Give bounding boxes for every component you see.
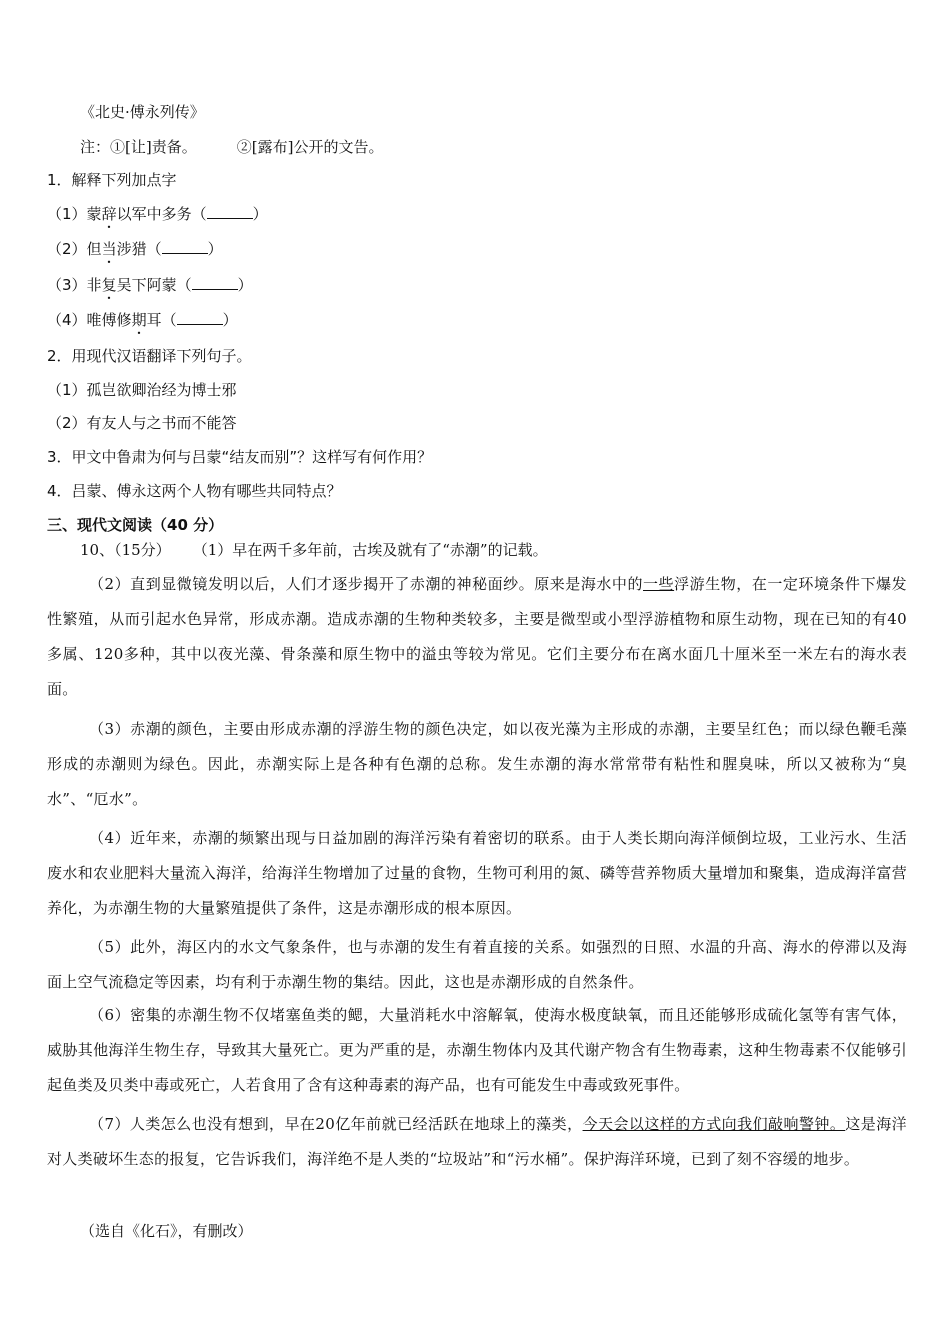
item-number: （3） — [47, 276, 87, 294]
item-text: 吴下阿蒙（ — [116, 276, 192, 294]
underlined-text: 今天会以这样的方式向我们敲响警钟。 — [582, 1115, 846, 1133]
question-1-item — [47, 310, 238, 338]
item-close: ） — [207, 240, 223, 258]
item-close: ） — [222, 311, 238, 329]
item-text: 唯傅修 — [86, 311, 132, 329]
item-text: 涉猎（ — [116, 240, 162, 258]
paragraph-text: 这是海洋对人类破坏生态的报复，它告诉我们，海洋绝不是人类的“垃圾站”和“污水桶”。保护海洋环境，已到了刻不容缓的地步。 — [47, 1115, 907, 1168]
item-close: ） — [252, 205, 268, 223]
answer-blank[interactable] — [207, 204, 253, 219]
item-text: 以军中多务（ — [116, 205, 207, 223]
question-2-title: 2．用现代汉语翻译下列句子。 — [47, 347, 252, 365]
source-citation: 《北史·傅永列传》 — [80, 103, 205, 121]
item-number: （1） — [47, 205, 87, 223]
question-1-item — [47, 204, 268, 232]
paragraph-text: （2）直到显微镜发明以后，人们才逐步揭开了赤潮的神秘面纱。原来是海水中的 — [89, 575, 644, 593]
paragraph-4: （4）近年来，赤潮的频繁出现与日益加剧的海洋污染有着密切的联系。由于人类长期向海洋倾倒垃圾，工业污水、生活废水和农业肥料大量流入海洋，给海洋生物增加了过量的食物，生物可利用的氮、磷等营养物质大量增加和聚集，造成海洋富营养化，为赤潮生物的大量繁殖提供了条件，这是赤潮形成的根本原因。 — [47, 829, 907, 917]
dotted-char: 辞 — [101, 205, 117, 223]
question-4: 4．吕蒙、傅永这两个人物有哪些共同特点？ — [47, 482, 342, 500]
notes-line — [80, 137, 383, 157]
item-text: 但 — [86, 240, 102, 258]
question-3: 3．甲文中鲁肃为何与吕蒙“结友而别”？这样写有何作用？ — [47, 448, 433, 466]
item-text: 蒙 — [86, 205, 102, 223]
paragraph-6: （6）密集的赤潮生物不仅堵塞鱼类的鳃，大量消耗水中溶解氧，使海水极度缺氧，而且还能够形成硫化氢等有害气体，威胁其他海洋生物生存，导致其大量死亡。更为严重的是，赤潮生物体内及其代谢产物含有生物毒素，这种生物毒素不仅能够引起鱼类及贝类中毒或死亡，人若食用了含有这种毒素的海产品，也有可能发生中毒或致死事件。 — [47, 1006, 907, 1094]
item-number: （2） — [47, 240, 87, 258]
note-2: ②[露布]公开的文告。 — [236, 138, 384, 156]
dotted-char: 期 — [131, 311, 147, 329]
question-10-line — [80, 540, 548, 560]
answer-blank[interactable] — [192, 275, 238, 290]
question-1-item — [47, 239, 223, 267]
paragraph-1: （1）早在两千多年前，古埃及就有了“赤潮”的记载。 — [192, 541, 548, 559]
paragraph-5: （5）此外，海区内的水文气象条件，也与赤潮的发生有着直接的关系。如强烈的日照、水温的升高、海水的停滞以及海面上空气流稳定等因素，均有利于赤潮生物的集结。因此，这也是赤潮形成的自然条件。 — [47, 938, 907, 991]
paragraph-text: （7）人类怎么也没有想到，早在20亿年前就已经活跃在地球上的藻类， — [89, 1115, 583, 1133]
item-close: ） — [237, 276, 253, 294]
underlined-text: 一些 — [643, 575, 675, 593]
question-10-label: 10、（15分） — [80, 541, 171, 559]
dotted-char: 复 — [101, 276, 117, 294]
question-2-item: （2）有友人与之书而不能答 — [47, 414, 237, 432]
answer-blank[interactable] — [177, 310, 223, 325]
item-text: 耳（ — [146, 311, 177, 329]
note-1: ①[让]责备。 — [110, 138, 197, 156]
answer-blank[interactable] — [162, 239, 208, 254]
notes-label: 注： — [80, 138, 111, 156]
paragraph-2 — [47, 567, 907, 707]
question-1-title: 1．解释下列加点字 — [47, 171, 177, 189]
paragraph-text: 浮游生物，在一定环境条件下爆发性繁殖，从而引起水色异常，形成赤潮。造成赤潮的生物种类较多，主要是微型或小型浮游植物和原生动物，现在已知的有40多属、120多种，其中以夜光藻、骨条藻和原生物中的溢虫等较为常见。它们主要分布在离水面几十厘米至一米左右的海水表面。 — [47, 575, 907, 698]
item-text: 非 — [86, 276, 102, 294]
dotted-char: 当 — [101, 240, 117, 258]
paragraph-7 — [47, 1107, 907, 1177]
item-number: （4） — [47, 311, 87, 329]
paragraph-3: （3）赤潮的颜色，主要由形成赤潮的浮游生物的颜色决定，如以夜光藻为主形成的赤潮，主要呈红色；而以绿色鞭毛藻形成的赤潮则为绿色。因此，赤潮实际上是各种有色潮的总称。发生赤潮的海水常常带有粘性和腥臭味，所以又被称为“臭水”、“厄水”。 — [47, 720, 907, 808]
article-source: （选自《化石》，有删改） — [80, 1222, 253, 1240]
section-heading: 三、现代文阅读（40 分） — [47, 516, 224, 534]
question-1-item — [47, 275, 253, 303]
question-2-item: （1）孤岂欲卿治经为博士邪 — [47, 381, 237, 399]
